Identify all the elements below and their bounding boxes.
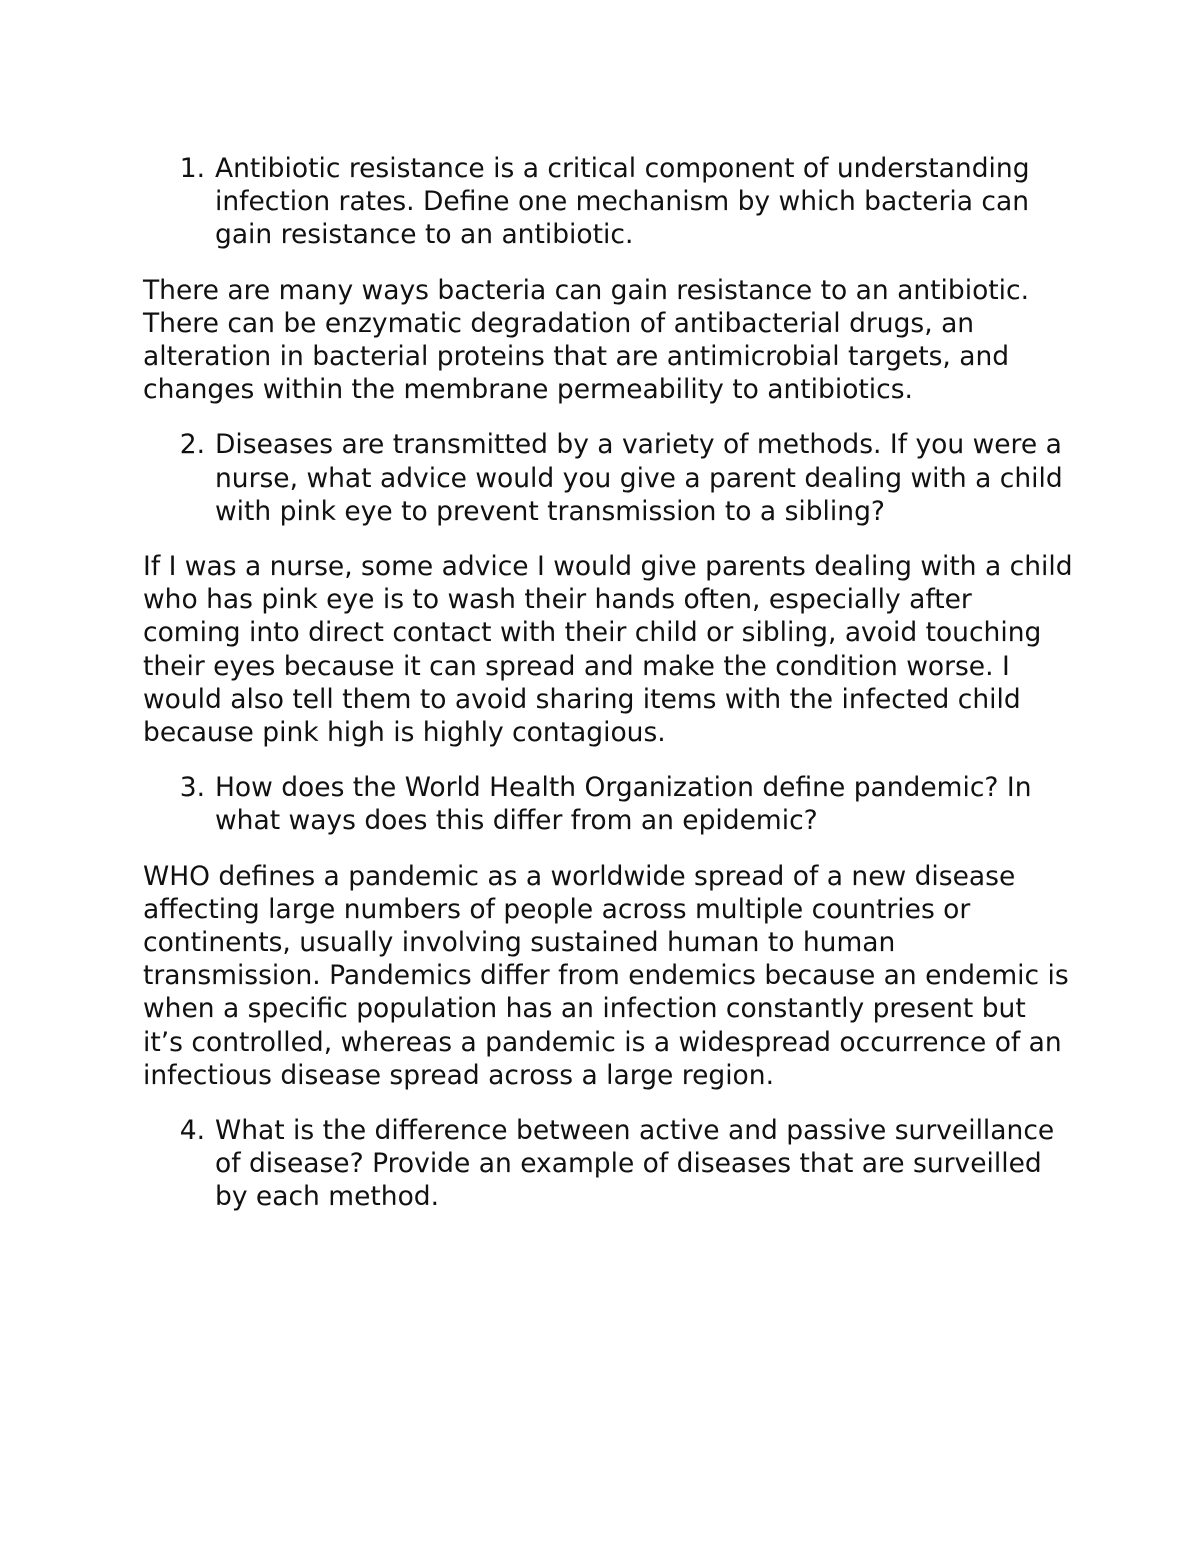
question-text: Diseases are transmitted by a variety of methods. If you were a nurse, what advice would you give a parent dealing with a child with pink eye to prevent transmission to a sibling?	[215, 429, 1063, 527]
answer-1: There are many ways bacteria can gain resistance to an antibiotic. There can be enzymatic degradation of antibacterial drugs, an alteration in bacterial proteins that are antimicrobial targets, and changes within the membrane permeability to antibiotics.	[143, 274, 1030, 406]
question-3	[143, 771, 1073, 837]
answer-2: If I was a nurse, some advice I would give parents dealing with a child who has pink eye is to wash their hands often, especially after coming into direct contact with their child or sibling, avoid touching their eyes because it can spread and make the condition worse. I would also tell them to avoid sharing items with the infected child because pink high is highly contagious.	[143, 551, 1073, 749]
question-text: How does the World Health Organization define pandemic? In what ways does this differ from an epidemic?	[215, 772, 1032, 837]
answer-3: WHO defines a pandemic as a worldwide spread of a new disease affecting large numbers of people across multiple countries or continents, usually involving sustained human to human transmission. Pandemics differ from endemics because an endemic is when a specific population has an infection constantly present but it’s controlled, whereas a pandemic is a widespread occurrence of an infectious disease spread across a large region.	[143, 860, 1069, 1091]
question-number: 3.	[179, 772, 205, 804]
question-text: What is the difference between active and passive surveillance of disease? Provide an example of diseases that are surveilled by each method.	[215, 1115, 1055, 1213]
question-1	[143, 152, 1073, 252]
question-number: 1.	[179, 153, 205, 184]
question-number: 2.	[179, 429, 205, 461]
question-4	[143, 1114, 1073, 1214]
document-body	[143, 152, 1073, 1236]
question-text: Antibiotic resistance is a critical component of understanding infection rates. Define one mechanism by which bacteria can gain resistance to an antibiotic.	[215, 153, 1030, 251]
question-2	[143, 428, 1073, 528]
question-number: 4.	[179, 1115, 205, 1147]
